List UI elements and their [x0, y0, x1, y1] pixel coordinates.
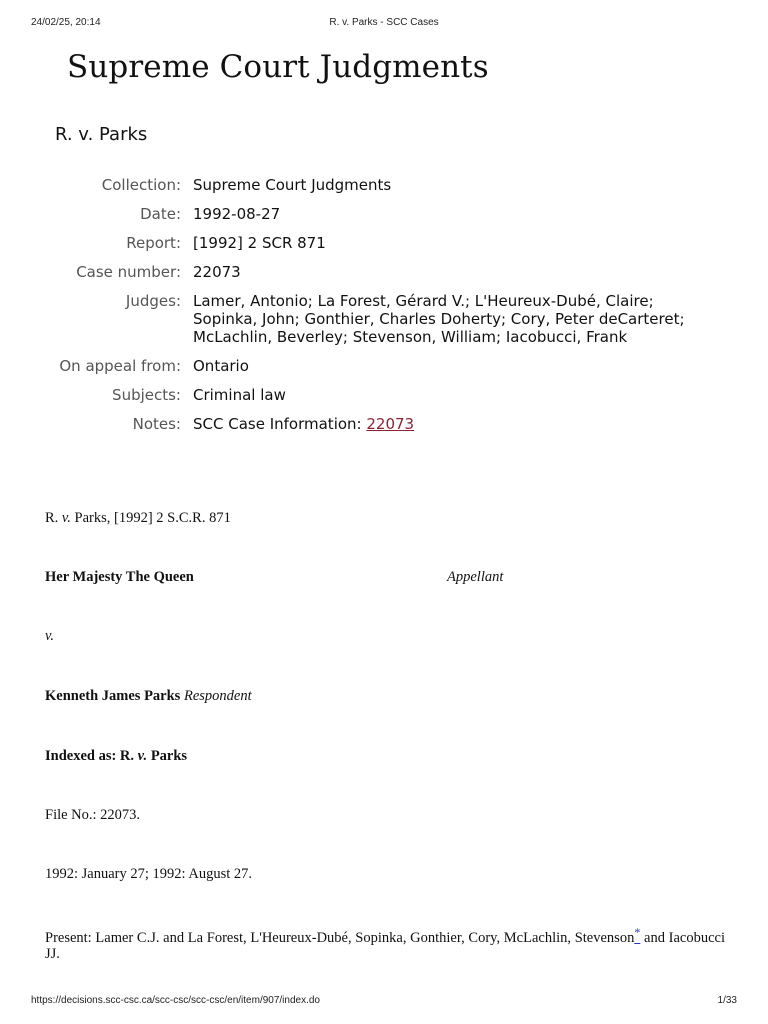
citation-v: v.	[61, 510, 71, 526]
scc-case-information-link[interactable]: 22073	[366, 415, 415, 433]
meta-row-date	[0, 203, 720, 232]
notes-label: Notes:	[132, 415, 181, 433]
indexed-as-line	[45, 748, 725, 765]
date-value: 1992-08-27	[193, 205, 281, 223]
file-number-line: File No.: 22073.	[45, 807, 141, 823]
respondent-name: Kenneth James Parks	[45, 688, 181, 704]
judges-label: Judges:	[125, 292, 181, 310]
judges-line: Lamer, Antonio; La Forest, Gérard V.; L'Heureux-Dubé, Claire;	[193, 292, 654, 310]
case-title: R. v. Parks	[55, 124, 148, 145]
on-appeal-from-label: On appeal from:	[59, 357, 181, 375]
meta-row-on-appeal-from	[0, 355, 720, 384]
subjects-value: Criminal law	[193, 386, 286, 404]
print-url: https://decisions.scc-csc.ca/scc-csc/scc-csc/en/item/907/index.do	[31, 995, 320, 1006]
meta-row-collection	[0, 174, 720, 203]
case-metadata	[0, 174, 720, 442]
meta-row-judges	[0, 290, 720, 355]
report-label: Report:	[126, 234, 181, 252]
footnote-marker: *	[634, 925, 641, 939]
meta-row-notes	[0, 413, 720, 442]
present-text: Present: Lamer C.J. and La Forest, L'Heureux-Dubé, Sopinka, Gonthier, Cory, McLachlin, Stevenson	[45, 929, 635, 946]
collection-label: Collection:	[101, 176, 181, 194]
case-number-value: 22073	[193, 263, 241, 281]
hearing-dates-line: 1992: January 27; 1992: August 27.	[45, 866, 253, 882]
appellant-name: Her Majesty The Queen	[45, 569, 194, 585]
print-datetime: 24/02/25, 20:14	[31, 17, 101, 28]
judges-value	[193, 290, 720, 346]
site-title: Supreme Court Judgments	[67, 49, 489, 85]
date-label: Date:	[140, 205, 181, 223]
print-page-title: R. v. Parks - SCC Cases	[329, 17, 439, 28]
collection-value: Supreme Court Judgments	[193, 176, 392, 194]
meta-row-report	[0, 232, 720, 261]
judges-line: McLachlin, Beverley; Stevenson, William; Iacobucci, Frank	[193, 328, 628, 346]
versus-line	[45, 628, 725, 645]
present-paragraph	[45, 924, 725, 962]
notes-prefix: SCC Case Information:	[193, 415, 367, 433]
meta-row-subjects	[0, 384, 720, 413]
case-number-label: Case number:	[76, 263, 181, 281]
indexed-as-v: v.	[137, 748, 148, 764]
subjects-label: Subjects:	[112, 386, 181, 404]
print-page-number: 1/33	[717, 995, 737, 1006]
report-value: [1992] 2 SCR 871	[193, 234, 326, 252]
indexed-as-rest: Parks	[147, 748, 188, 764]
citation-end: Parks, [1992] 2 S.C.R. 871	[70, 510, 231, 526]
meta-row-case-number	[0, 261, 720, 290]
versus-text: v.	[45, 628, 54, 644]
notes-value	[193, 413, 720, 433]
judges-line: Sopinka, John; Gonthier, Charles Doherty; Cory, Peter deCarteret;	[193, 310, 685, 328]
present-after: and Iacobucci JJ.	[45, 929, 725, 962]
print-header	[31, 17, 737, 31]
citation-start: R.	[45, 510, 62, 526]
respondent-role: Respondent	[183, 688, 252, 704]
respondent-line	[45, 688, 725, 705]
print-footer	[31, 995, 737, 1009]
on-appeal-from-value: Ontario	[193, 357, 249, 375]
appellant-role: Appellant	[447, 569, 504, 585]
indexed-as-label: Indexed as: R.	[45, 748, 138, 764]
citation-line	[45, 510, 725, 527]
appellant-line	[45, 569, 725, 586]
